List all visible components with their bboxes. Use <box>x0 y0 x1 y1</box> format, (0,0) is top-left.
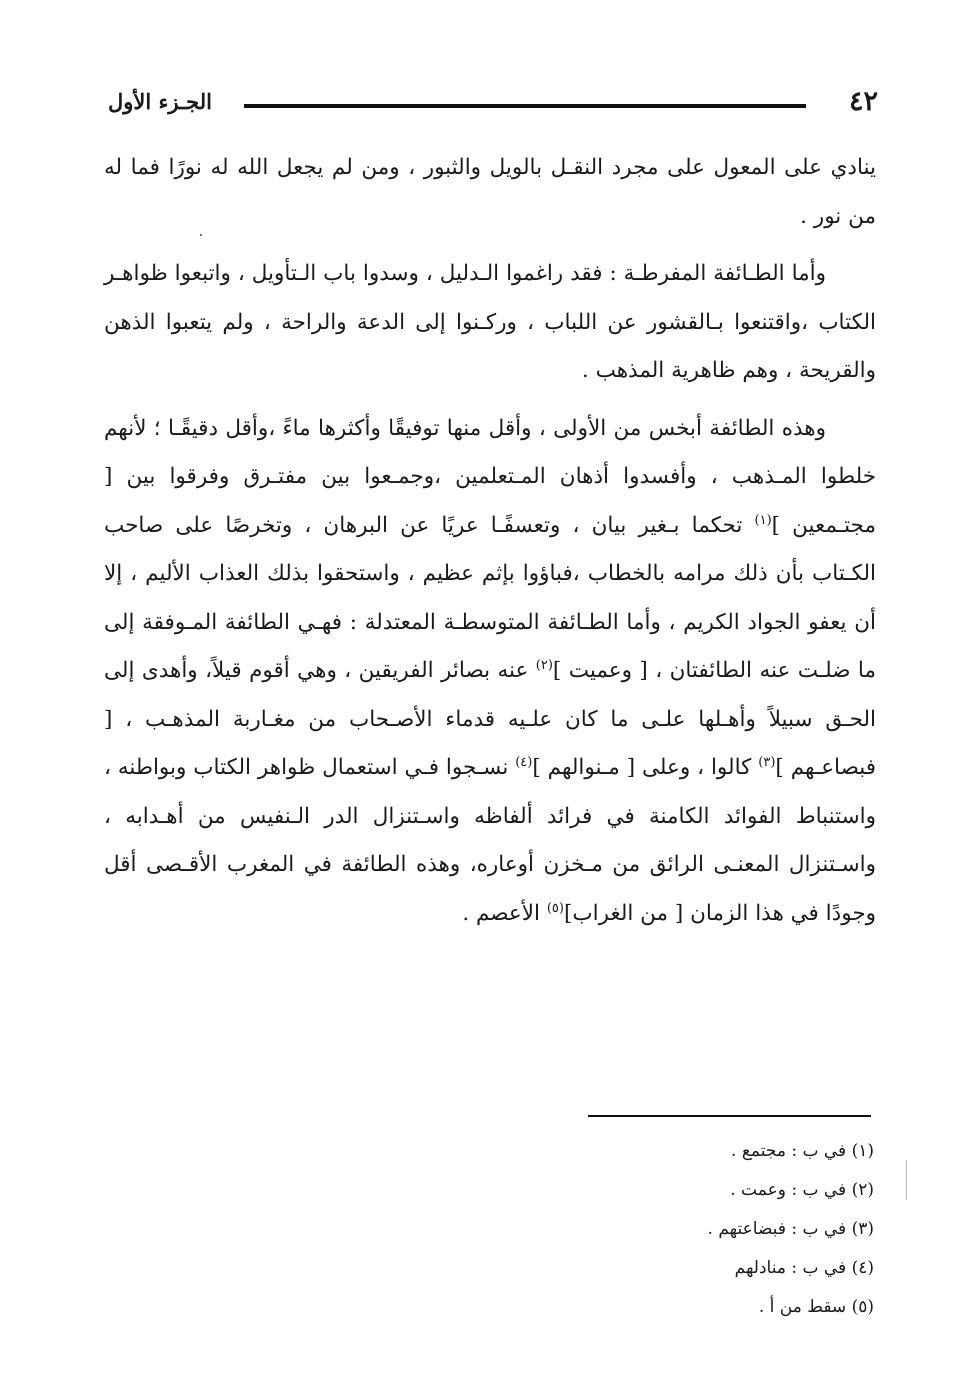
footnote-ref-5: (٥) <box>546 900 564 916</box>
paragraph-3-part-6: الأعصم . <box>462 900 547 926</box>
paragraph-3-part-2: تحكما بـغير بيان ، وتعسفًـا عريًا عن البرهان ، وتخرصًا على صاحب الكـتاب بأن ذلك مرامه بالخطاب ،فباؤوا بإثم عظيم ، واستحقوا بذلك العذاب الأليم ، إلا أن يعفو الجواد الكريم ، وأما الطـائفة المتوسطـة المعتدلة : فهـي الطائفة المـوفقة إلى ما ضلـت عنه الطائفتان ، [ وعميت ] <box>104 512 877 683</box>
footnote-ref-1: (١) <box>754 512 772 528</box>
paragraph-3-part-1: وهذه الطائفة أبخس من الأولى ، وأقل منها توفيقًا وأكثرها ماءً ،وأقل دقيقًـا ؛ لأنهم خلطوا المـذهب ، وأفسدوا أذهان المـتعلمين ،وجمـعوا بين مفتـرق وفرقوا بين [ مجتـمعين ] <box>104 415 877 538</box>
paragraph-3-part-4: كالوا ، وعلى [ مـنوالهم ] <box>532 755 759 780</box>
header-rule <box>244 104 806 108</box>
footnote-ref-2: (٢) <box>535 657 553 673</box>
scan-speck <box>906 1160 907 1200</box>
footnote-4: (٤) في ب : منادلهم <box>734 1258 874 1278</box>
main-text <box>104 144 876 938</box>
paragraph-1: ينادي على المعول على مجرد النقـل بالويل والثبور ، ومن لم يجعل الله له نورًا فما له من نور . <box>104 155 876 229</box>
footnote-ref-4: (٤) <box>515 754 533 770</box>
page-number: ٤٢ <box>848 86 878 117</box>
footnote-separator <box>588 1115 871 1117</box>
footnote-2: (٢) في ب : وعمت . <box>730 1180 874 1200</box>
paragraph-2: وأما الطـائفة المفرطـة : فقد راغموا الـدليل ، وسدوا باب الـتأويل ، واتبعوا ظواهـر الكتاب ،واقتنعوا بـالقشور عن اللباب ، وركـنوا إلى الدعة والراحة ، ولم يتعبوا الذهن والقريحة ، وهم ظاهرية المذهب . <box>104 261 876 383</box>
volume-title: الجـزء الأول <box>108 89 212 114</box>
paragraph-3 <box>104 405 876 939</box>
footnote-1: (١) في ب : مجتمع . <box>731 1141 874 1161</box>
footnote-3: (٣) في ب : فبضاعتهم . <box>707 1219 874 1239</box>
footnote-5: (٥) سقط من أ . <box>758 1297 874 1317</box>
paragraph-3-part-3: عنه بصائر الفريقين ، وهي أقوم قيلاً، وأهدى إلى الحـق سبيلاً وأهـلها علـى ما كان علـيه قدماء الأصـحاب من مغـاربة المذهـب ، [ فبصاعـهم ] <box>104 658 876 780</box>
footnotes <box>454 1132 874 1327</box>
paragraph-3-part-5: نسـجوا فـي استعمال ظواهر الكتاب وبواطنه ، واستنباط الفوائد الكامنة في فرائد ألفاظه واسـتنزال الدر الـنفيس من أهـدابه ، واسـتنزال المعنـى الرائق من مـخزن أوعاره، وهذه الطائفة في المغرب الأقـصى أقل وجودًا في هذا الزمان [ من الغراب] <box>104 755 876 926</box>
footnote-ref-3: (٣) <box>758 754 776 770</box>
scan-speck <box>200 234 202 236</box>
page-header <box>108 84 878 124</box>
